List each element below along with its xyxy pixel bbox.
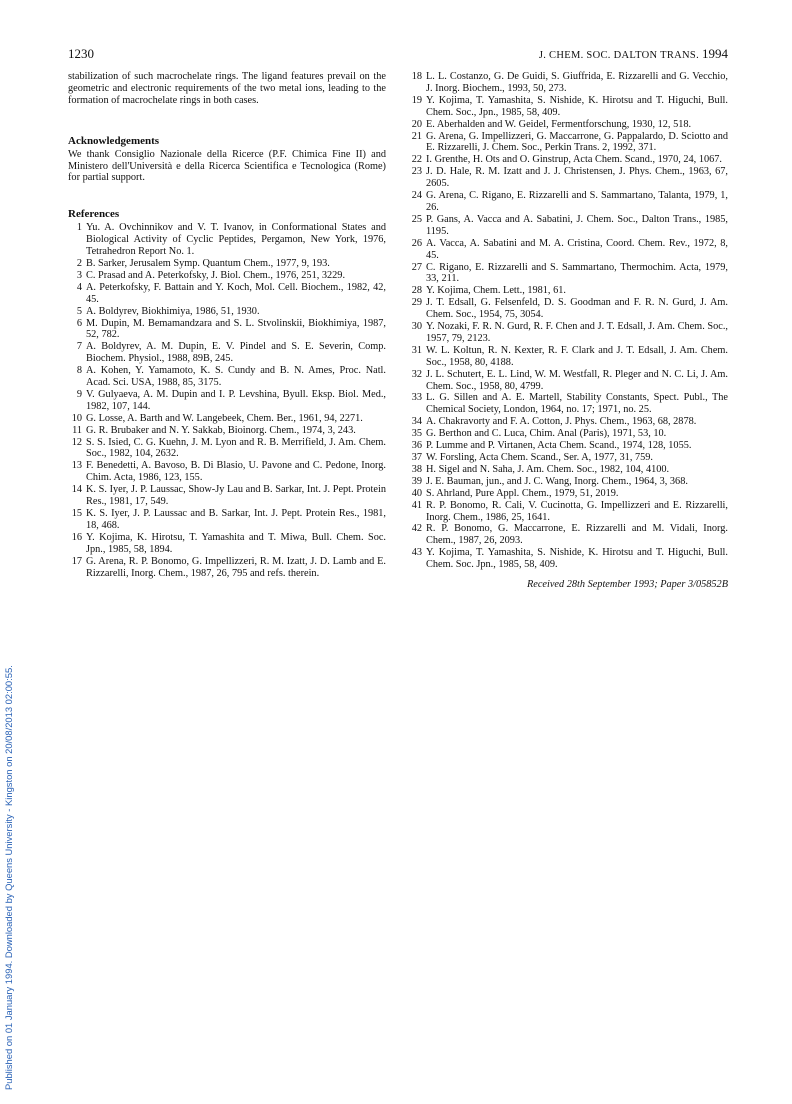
reference-text: L. G. Sillen and A. E. Martell, Stability Constants, Spect. Publ., The Chemical Society, London, 1964, no. 17; 1971, no. 25. (426, 392, 728, 416)
reference-item (68, 306, 386, 318)
reference-number: 12 (71, 436, 82, 448)
reference-text: K. S. Iyer, J. P. Laussac and B. Sarkar, Int. J. Pept. Protein Res., 1981, 18, 468. (86, 508, 386, 531)
reference-item (68, 318, 386, 342)
reference-number: 10 (71, 412, 82, 424)
reference-text: A. Peterkofsky, F. Battain and Y. Koch, Mol. Cell. Biochem., 1982, 42, 45. (86, 281, 386, 305)
reference-text: I. Grenthe, H. Ots and O. Ginstrup, Acta Chem. Scand., 1970, 24, 1067. (426, 154, 722, 166)
download-watermark-text: Published on 01 January 1994. Downloaded by Queens University - Kingston on 20/08/2013 02:00:55. (3, 665, 14, 1090)
reference-item (408, 238, 728, 262)
reference-item (68, 282, 386, 306)
download-watermark (3, 260, 17, 1090)
reference-number: 23 (411, 166, 422, 178)
reference-text: V. Gulyaeva, A. M. Dupin and I. P. Levshina, Byull. Eksp. Biol. Med., 1982, 107, 144. (86, 388, 386, 412)
reference-item (408, 500, 728, 524)
reference-text: A. Vacca, A. Sabatini and M. A. Cristina, Coord. Chem. Rev., 1972, 8, 45. (426, 237, 728, 261)
reference-text: C. Prasad and A. Peterkofsky, J. Biol. Chem., 1976, 251, 3229. (86, 269, 346, 281)
reference-number: 3 (76, 269, 82, 281)
reference-number: 38 (411, 463, 422, 475)
reference-text: L. L. Costanzo, G. De Guidi, S. Giuffrida, E. Rizzarelli and G. Vecchio, J. Inorg. Biochem., 1993, 50, 273. (426, 71, 728, 94)
reference-number: 4 (76, 281, 82, 293)
reference-number: 9 (76, 388, 82, 400)
reference-item (68, 341, 386, 365)
reference-text: Y. Kojima, T. Yamashita, S. Nishide, K. Hirotsu and T. Higuchi, Bull. Chem. Soc. Jpn., 1985, 58, 409. (426, 547, 728, 571)
reference-number: 30 (411, 321, 422, 333)
reference-text: J. D. Hale, R. M. Izatt and J. J. Christensen, J. Phys. Chem., 1963, 67, 2605. (426, 166, 728, 190)
reference-number: 40 (411, 487, 422, 499)
reference-number: 18 (411, 71, 422, 82)
reference-text: J. E. Bauman, jun., and J. C. Wang, Inorg. Chem., 1964, 3, 368. (426, 475, 688, 487)
reference-text: Y. Kojima, Chem. Lett., 1981, 61. (426, 285, 566, 297)
reference-text: H. Sigel and N. Saha, J. Am. Chem. Soc., 1982, 104, 4100. (426, 463, 670, 475)
reference-text: W. L. Koltun, R. N. Kexter, R. F. Clark and J. T. Edsall, J. Am. Chem. Soc., 1958, 80, 4188. (426, 344, 728, 368)
reference-item (408, 131, 728, 155)
reference-item (408, 488, 728, 500)
reference-text: M. Dupin, M. Bemamandzara and S. L. Stvolinskii, Biokhimiya, 1987, 52, 782. (86, 317, 386, 341)
reference-item (68, 532, 386, 556)
reference-text: Y. Nozaki, F. R. N. Gurd, R. F. Chen and J. T. Edsall, J. Am. Chem. Soc., 1957, 79, 2123. (426, 321, 728, 344)
reference-item (408, 369, 728, 393)
reference-number: 33 (411, 392, 422, 404)
reference-text: Yu. A. Ovchinnikov and V. T. Ivanov, in Conformational States and Biological Activity of Cyclic Peptides, Pergamon, New York, 1976, Tetrahedron Report No. 1. (86, 222, 386, 258)
reference-text: A. Kohen, Y. Yamamoto, K. S. Cundy and B. N. Ames, Proc. Natl. Acad. Sci. USA, 1988, 85, 3175. (86, 365, 386, 389)
intro-paragraph: stabilization of such macrochelate rings. The ligand features prevail on the geometric and electronic requirements of the two metal ions, leading to the formation of macrochelate rings in both cases. (68, 71, 386, 106)
reference-text: J. L. Schutert, E. L. Lind, W. M. Westfall, R. Pleger and N. C. Li, J. Am. Chem. Soc., 1958, 80, 4799. (426, 368, 728, 392)
reference-number: 31 (411, 344, 422, 356)
reference-item (68, 365, 386, 389)
reference-item (68, 222, 386, 258)
reference-number: 14 (71, 484, 82, 496)
reference-number: 24 (411, 190, 422, 202)
right-column (408, 71, 728, 591)
reference-number: 17 (71, 555, 82, 567)
reference-text: Y. Kojima, K. Hirotsu, T. Yamashita and T. Miwa, Bull. Chem. Soc. Jpn., 1985, 58, 1894. (86, 531, 386, 555)
reference-text: B. Sarker, Jerusalem Symp. Quantum Chem., 1977, 9, 193. (86, 257, 330, 269)
reference-item (408, 262, 728, 286)
reference-number: 26 (411, 237, 422, 249)
reference-text: R. P. Bonomo, R. Cali, V. Cucinotta, G. Impellizzeri and E. Rizzarelli, Inorg. Chem., 1986, 25, 1641. (426, 499, 728, 523)
reference-number: 42 (411, 523, 422, 535)
reference-text: F. Benedetti, A. Bavoso, B. Di Blasio, U. Pavone and C. Pedone, Inorg. Chim. Acta, 1986, 123, 155. (86, 460, 386, 484)
reference-item (408, 452, 728, 464)
reference-item (408, 345, 728, 369)
reference-number: 28 (411, 285, 422, 297)
reference-text: J. T. Edsall, G. Felsenfeld, D. S. Goodman and F. R. N. Gurd, J. Am. Chem. Soc., 1954, 75, 3054. (426, 297, 728, 321)
reference-number: 37 (411, 452, 422, 463)
reference-item (408, 285, 728, 297)
references-heading: References (68, 208, 120, 221)
reference-text: A. Boldyrev, Biokhimiya, 1986, 51, 1930. (86, 305, 260, 317)
reference-item (408, 440, 728, 452)
reference-number: 35 (411, 428, 422, 440)
acknowledgements-heading: Acknowledgements (68, 134, 160, 147)
reference-number: 20 (411, 118, 422, 130)
reference-item (68, 270, 386, 282)
reference-number: 27 (411, 261, 422, 273)
reference-text: A. Boldyrev, A. M. Dupin, E. V. Pindel and S. E. Severin, Comp. Biochem. Physiol., 1988, 89B, 245. (86, 341, 386, 365)
reference-number: 19 (411, 94, 422, 106)
reference-number: 13 (71, 460, 82, 472)
reference-text: P. Gans, A. Vacca and A. Sabatini, J. Chem. Soc., Dalton Trans., 1985, 1195. (426, 213, 728, 237)
reference-number: 22 (411, 154, 422, 166)
reference-number: 25 (411, 213, 422, 225)
reference-number: 11 (72, 424, 82, 436)
reference-text: E. Aberhalden and W. Geidel, Fermentforschung, 1930, 12, 518. (426, 118, 692, 130)
reference-number: 36 (411, 440, 422, 452)
reference-text: P. Lumme and P. Virtanen, Acta Chem. Scand., 1974, 128, 1055. (426, 440, 692, 452)
reference-item (408, 547, 728, 571)
received-line (408, 579, 728, 591)
reference-number: 15 (71, 508, 82, 519)
reference-number: 41 (411, 499, 422, 511)
reference-item (408, 95, 728, 119)
reference-item (408, 297, 728, 321)
reference-text: C. Rigano, E. Rizzarelli and S. Sammartano, Thermochim. Acta, 1979, 33, 211. (426, 261, 728, 285)
reference-number: 1 (76, 222, 82, 234)
journal-year: 1994 (702, 46, 728, 61)
reference-item (68, 258, 386, 270)
reference-item (408, 321, 728, 345)
reference-text: Y. Kojima, T. Yamashita, S. Nishide, K. Hirotsu and T. Higuchi, Bull. Chem. Soc., Jpn., 1985, 58, 409. (426, 94, 728, 118)
reference-number: 5 (76, 305, 82, 317)
reference-item (68, 556, 386, 580)
reference-text: K. S. Iyer, J. P. Laussac, Show-Jy Lau and B. Sarkar, Int. J. Pept. Protein Res., 1981, 17, 549. (86, 484, 386, 508)
received-date: 28th September 1993; Paper 3/05852B (566, 579, 728, 591)
reference-text: G. R. Brubaker and N. Y. Sakkab, Bioinorg. Chem., 1974, 3, 243. (86, 424, 356, 436)
reference-item (408, 71, 728, 95)
reference-text: G. Berthon and C. Luca, Chim. Anal (Paris), 1971, 53, 10. (426, 428, 667, 440)
received-label: Received (526, 579, 565, 591)
reference-item (68, 508, 386, 532)
reference-number: 39 (411, 475, 422, 487)
acknowledgements-text: We thank Consiglio Nazionale della Ricerce (P.F. Chimica Fine II) and Ministero dell'Università e della Ricerca Scientifica e Tecnologica (Rome) for partial support. (68, 148, 386, 184)
reference-number: 8 (76, 365, 82, 377)
page-number: 1230 (68, 46, 94, 61)
reference-item (408, 464, 728, 476)
reference-number: 29 (411, 297, 422, 309)
reference-number: 2 (76, 257, 82, 269)
reference-text: G. Arena, R. P. Bonomo, G. Impellizzeri, R. M. Izatt, J. D. Lamb and E. Rizzarelli, Inorg. Chem., 1987, 26, 795 and refs. therein. (86, 555, 386, 579)
reference-number: 43 (411, 547, 422, 559)
reference-number: 7 (76, 341, 82, 353)
reference-text: G. Losse, A. Barth and W. Langebeek, Chem. Ber., 1961, 94, 2271. (86, 412, 363, 424)
reference-item (408, 119, 728, 131)
reference-text: G. Arena, C. Rigano, E. Rizzarelli and S. Sammartano, Talanta, 1979, 1, 26. (426, 190, 728, 213)
reference-item (68, 437, 386, 461)
reference-text: W. Forsling, Acta Chem. Scand., Ser. A, 1977, 31, 759. (426, 452, 654, 463)
reference-item (68, 413, 386, 425)
reference-item (68, 389, 386, 413)
reference-text: S. Ahrland, Pure Appl. Chem., 1979, 51, 2019. (426, 487, 619, 499)
reference-item (408, 214, 728, 238)
reference-list-right (408, 71, 728, 571)
reference-item (408, 428, 728, 440)
reference-text: S. S. Isied, C. G. Kuehn, J. M. Lyon and R. B. Merrifield, J. Am. Chem. Soc., 1982, 104, 2632. (86, 436, 386, 460)
reference-text: A. Chakravorty and F. A. Cotton, J. Phys. Chem., 1963, 68, 2878. (426, 416, 697, 428)
reference-item (408, 166, 728, 190)
reference-item (68, 484, 386, 508)
reference-item (408, 416, 728, 428)
reference-number: 16 (71, 531, 82, 543)
reference-text: G. Arena, G. Impellizzeri, G. Maccarrone, G. Pappalardo, D. Sciotto and E. Rizzarelli, J. Chem. Soc., Perkin Trans. 2, 1992, 371. (426, 130, 728, 154)
reference-item (68, 425, 386, 437)
reference-item (408, 523, 728, 547)
reference-item (408, 154, 728, 166)
reference-item (408, 190, 728, 214)
reference-text: R. P. Bonomo, G. Maccarrone, E. Rizzarelli and M. Vidali, Inorg. Chem., 1987, 26, 2093. (426, 523, 728, 547)
reference-number: 21 (411, 130, 422, 142)
reference-item (408, 476, 728, 488)
reference-list-left (68, 222, 386, 579)
reference-item (68, 460, 386, 484)
running-header (539, 46, 728, 62)
reference-number: 6 (76, 317, 82, 329)
left-column (68, 71, 386, 579)
reference-number: 34 (411, 416, 422, 428)
reference-number: 32 (411, 368, 422, 380)
journal-name: J. CHEM. SOC. DALTON TRANS. (538, 50, 699, 61)
reference-item (408, 392, 728, 416)
